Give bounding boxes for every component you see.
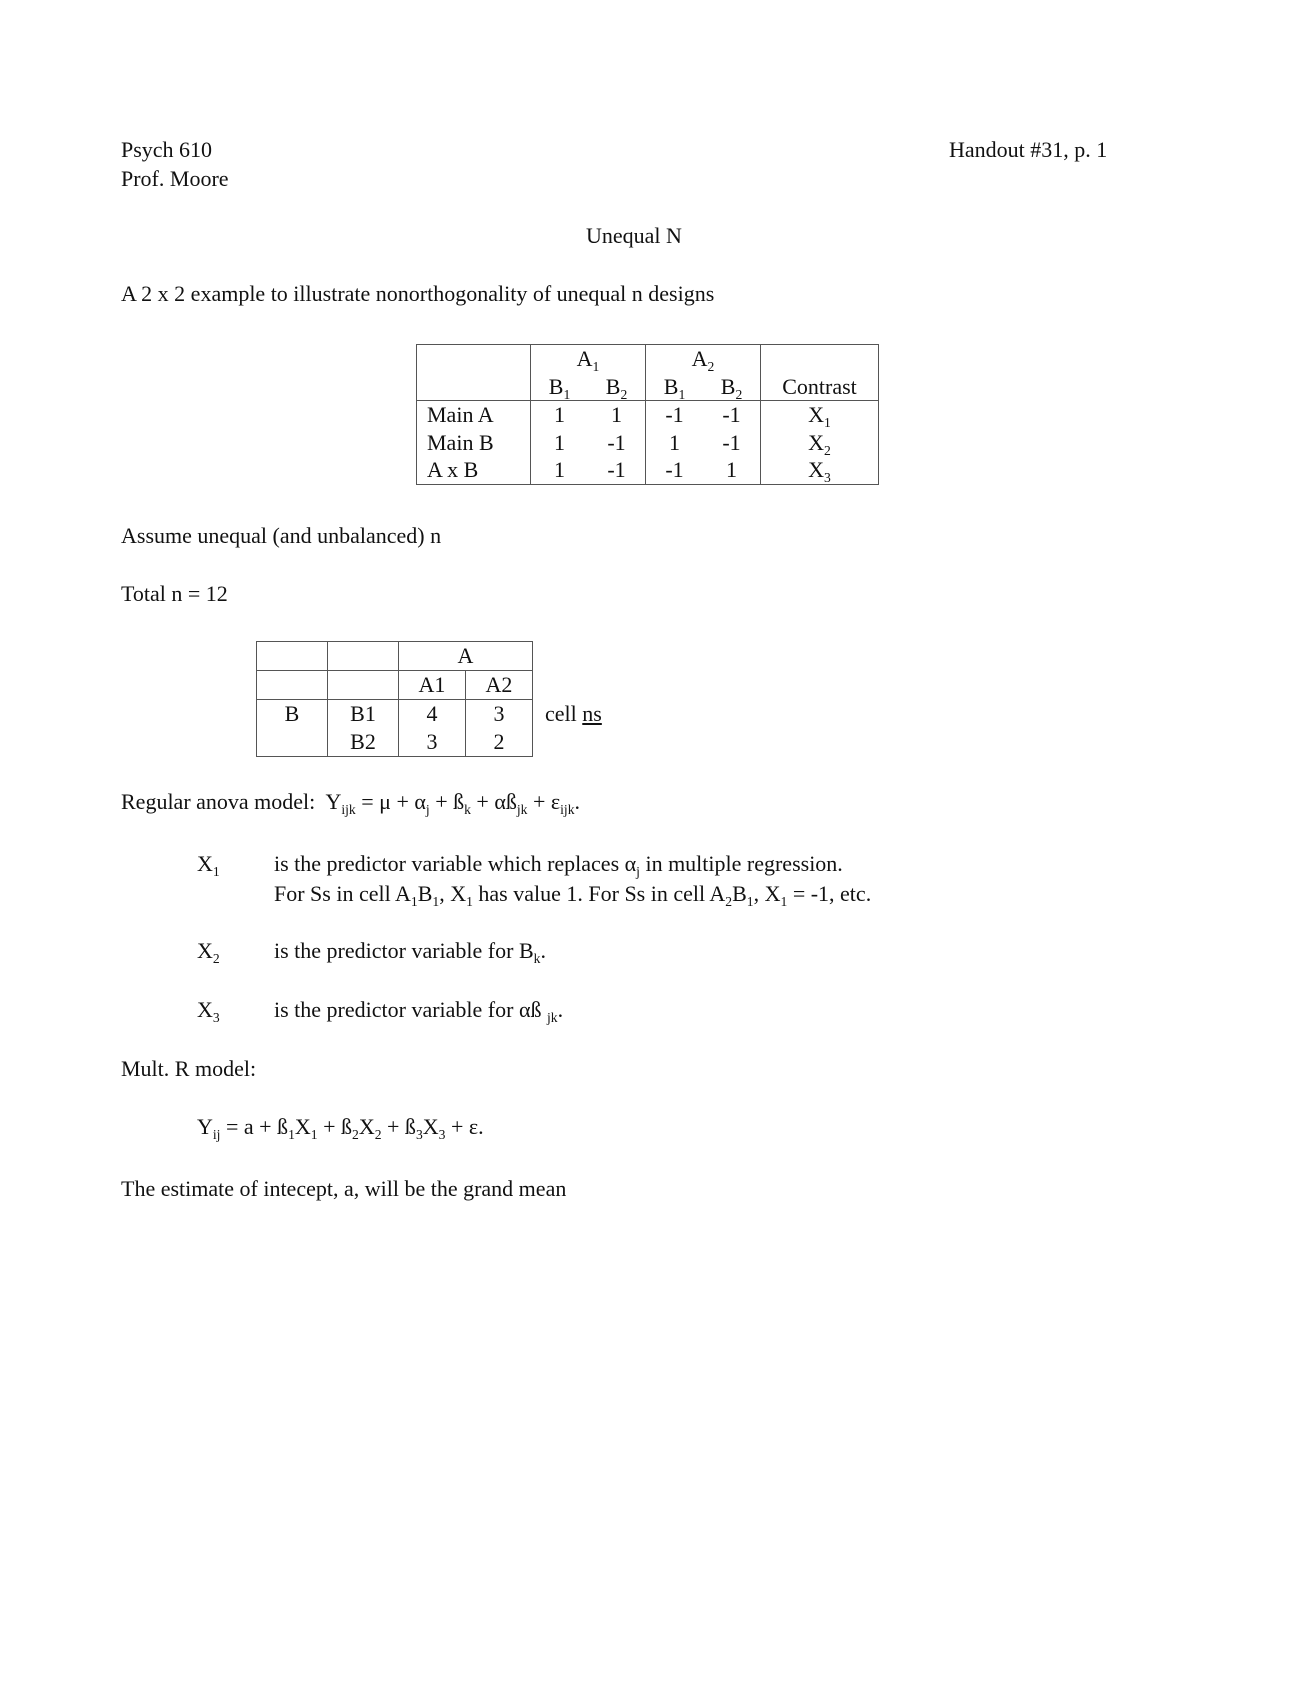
handout-number: Handout #31, p. 1 xyxy=(949,137,1108,162)
predictor-x1-example: For Ss in cell $A_1B_1$, $X_1$ has value 1. For Ss in cell $A_2B_1$, $X_1 = -1$, etc. xyxy=(274,881,872,909)
course-name: Psych 610 xyxy=(121,137,213,162)
contrast-cell: $X_3$ xyxy=(808,457,831,485)
cell-n-table xyxy=(256,641,533,757)
empty-header-cell xyxy=(257,671,328,700)
a-level-header: A1 xyxy=(399,671,466,700)
table-header-row xyxy=(257,642,533,671)
predictor-x1-label: $X_1$ xyxy=(197,851,220,879)
row-label: Main A xyxy=(417,401,531,429)
predictor-x1-description: is the predictor variable which replaces $\alpha_j$ in multiple regression. xyxy=(274,851,843,879)
instructor-name: Prof. Moore xyxy=(121,166,229,191)
table-row xyxy=(417,429,879,457)
table-cell: -1 xyxy=(588,456,646,484)
assumption-text: Assume unequal (and unbalanced) n xyxy=(121,523,442,548)
predictor-x2-label: $X_2$ xyxy=(197,938,220,966)
table-row xyxy=(257,700,533,729)
total-n-text: Total n = 12 xyxy=(121,581,228,606)
contrast-header: Contrast xyxy=(782,373,857,399)
predictor-x2-description: is the predictor variable for $B_k$. xyxy=(274,938,546,966)
a1-header: $A_1$ xyxy=(531,345,646,373)
empty-header-cell xyxy=(328,642,399,671)
table-row xyxy=(417,456,879,484)
row-label: Main B xyxy=(417,429,531,457)
empty-header-cell xyxy=(417,345,531,373)
anova-model-equation: Regular anova model: $Y_{ijk} = \mu + \alpha_j$ + $ß_k$ + $\alpha ß_{jk} + \varepsilon_{ijk}$. xyxy=(121,789,581,817)
table-cell: 3 xyxy=(466,700,533,729)
table-cell: -1 xyxy=(665,402,684,427)
b-label-cell: $B_1$ xyxy=(548,373,571,402)
cell-ns-note: cell ns xyxy=(545,701,602,726)
a-level-header: A2 xyxy=(466,671,533,700)
mult-r-equation: $Y_{ij} = a$ + $ß_1X_1$ + $ß_2X_2$ + $ß_3X_3 + \varepsilon$. xyxy=(197,1114,484,1142)
table-header-row xyxy=(417,345,879,373)
empty-header-cell xyxy=(328,671,399,700)
intro-text: A 2 x 2 example to illustrate nonorthogonality of unequal n designs xyxy=(121,281,715,306)
table-subheader-row xyxy=(417,373,879,401)
table-cell: 1 xyxy=(588,401,646,429)
contrast-cell: $X_1$ xyxy=(808,402,831,430)
table-cell: 1 xyxy=(703,456,761,484)
table-cell: 1 xyxy=(554,429,565,455)
empty-header-cell xyxy=(761,345,879,373)
conclusion-text: The estimate of intecept, a, will be the grand mean xyxy=(121,1176,567,1201)
table-cell: 1 xyxy=(669,429,680,455)
a-factor-header: A xyxy=(399,642,533,671)
table-cell: 1 xyxy=(554,402,565,427)
b-label-cell: $B_2$ xyxy=(703,373,761,401)
b-label-cell: $B_1$ xyxy=(663,373,686,402)
page-title: Unequal N xyxy=(586,223,682,248)
predictor-x3-label: $X_3$ xyxy=(197,997,220,1025)
table-cell: 2 xyxy=(493,729,505,755)
mult-r-label: Mult. R model: xyxy=(121,1056,257,1081)
predictor-x3-description: is the predictor variable for αß $_{jk}$. xyxy=(274,997,564,1025)
contrast-coding-table xyxy=(416,344,879,485)
row-label: A x B xyxy=(417,456,531,484)
table-row xyxy=(417,401,879,429)
b-level-label: B2 xyxy=(328,728,399,757)
table-subheader-row xyxy=(257,671,533,700)
table-cell: 3 xyxy=(399,728,466,757)
empty-header-cell xyxy=(257,642,328,671)
contrast-cell: $X_2$ xyxy=(808,429,831,458)
empty-header-cell xyxy=(417,373,531,401)
table-cell: -1 xyxy=(703,401,761,429)
table-cell: -1 xyxy=(703,429,761,457)
b-label-cell: $B_2$ xyxy=(588,373,646,401)
table-cell: 1 xyxy=(554,457,565,482)
table-cell: -1 xyxy=(588,429,646,457)
table-cell: -1 xyxy=(665,457,684,482)
b-level-label: B1 xyxy=(328,700,399,729)
table-cell: 4 xyxy=(399,700,466,729)
b-factor-header: B xyxy=(257,700,328,757)
a2-header: $A_2$ xyxy=(646,345,761,373)
